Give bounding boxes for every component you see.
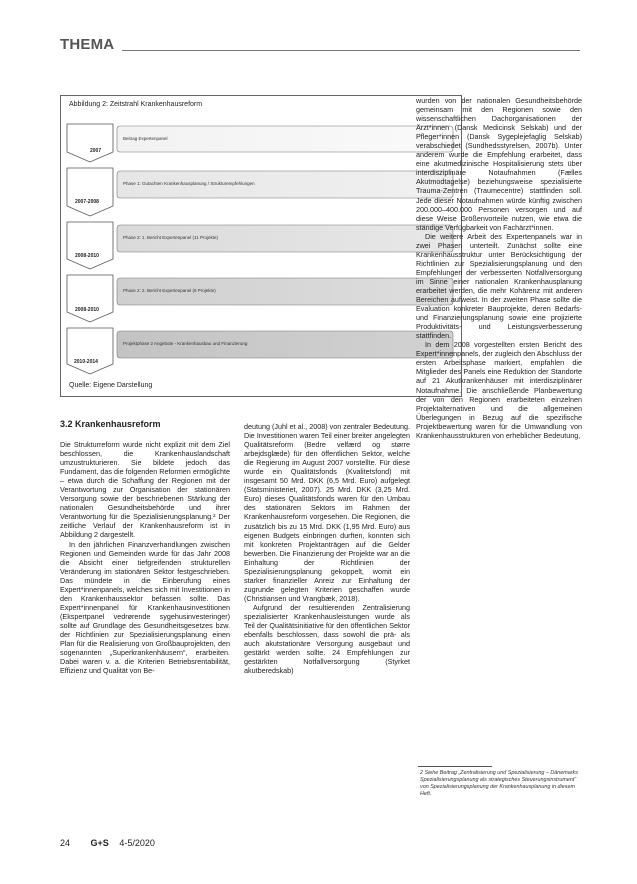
paragraph: Aufgrund der resultierenden Zentralisierung spezialisierter Krankenhausleistungen wurde als Teil der Qualitätsinitiative für den öffentlichen Sektor ebenfalls beschlossen, dass sowohl die prä- als auch akutstationäre Versorgung ausgebaut und gestärkt werden sollte. 24 Empfehlungen zur gestärkten Notfallversorgung (Styrket akutberedskab) [244,602,410,676]
text-column-2 [244,422,410,675]
footnote: 2 Siehe Beitrag „Zentralisierung und Spezialisierung – Dänemarks Spezialisierungsplanung als strategisches Steuerungsinstrument“ von Spezialisierungsplanung der Krankenhausplanung in diesem Heft. [420,770,578,797]
timeline-graphic [61,96,463,398]
paragraph: Die Strukturreform wurde nicht explizit mit dem Ziel beschlossen, die Krankenhauslandschaft umzustrukturieren. Sie bildete jedoch das Fundament, das die folgenden Reformen ermöglichte – etwa durch die Schaffung der Regionen mit der Verantwortung zur Organisation der stationären Versorgung sowie der beschriebenen Stärkung der nationalen Gesundheitsbehörde und ihrer Verantwortung für die Spezialisierungsplanung.² Der zeitliche Verlauf der Krankenhausreform ist in Abbildung 2 dargestellt. [60,440,230,540]
paragraph: wurden von der nationalen Gesundheitsbehörde gemeinsam mit den Regionen sowie den wissenschaftlichen Dachorganisationen der Ärzt*innen (Dansk Medicinsk Selskab) und der Pfleger*innen (Dansk Sygeplejefaglig Selskab) verabschiedet (Sundhedsstyrelsen, 2007b). Unter anderem wurde die Empfehlung erarbeitet, dass eine akutmedizinische Hospitalisierung stets über interdisziplinäre Notaufnahmen (Fælles Akutmodtagelse) beziehungsweise spezialisierte Trauma-Zentren (Traumecentre) stattfinden soll. Jede dieser Notaufnahmen würde künftig zwischen 200.000–400.000 Personen versorgen und auf diese Weise Größenvorteile nutzen, wie etwa die ständige Verfügbarkeit von Fachärzt*innen. [416,96,582,232]
text-column-1 [60,440,230,675]
timeline-year: 2007 [90,148,102,154]
section-heading: 3.2 Krankenhausreform [60,419,161,429]
timeline-phase-label: Projektphase 2 Angebote - Krankenhausbau und Finanzierung [123,341,248,346]
footnote-rule [418,766,492,767]
page-footer [60,838,155,848]
chevron-column [67,124,113,374]
timeline-phase-label: Phase 2: 2. Bericht Expertenpanel (6 Projekte) [123,288,216,293]
timeline-year: 2007-2008 [75,199,99,205]
figure-title: Abbildung 2: Zeitstrahl Krankenhausreform [69,101,203,108]
figure-source: Quelle: Eigene Darstellung [69,382,153,389]
paragraph: In dem 2008 vorgestellten ersten Bericht des Expert*innenpanels, der zugleich den Abschluss der ersten Arbeitsphase markiert, empfahlen die Mitglieder des Panels eine Reduktion der Standorte auf 21 Akutkrankenhäuser mit interdisziplinärer Notaufnahme. Die anschließende Planbewertung der von den Regionen erarbeiteten einzelnen Projektalternativen und die allgemeinen Überlegungen in Bezug auf die spezifische Projektbewertung waren für die Umwandlung von Krankenhausstrukturen von erheblicher Bedeutung, [416,340,582,440]
text-column-3 [416,96,582,440]
page-number: 24 [60,838,71,848]
section-header: THEMA [60,36,115,53]
paragraph: In den jährlichen Finanzverhandlungen zwischen Regionen und Gemeinden wurde für das Jahr 2008 die Absicht einer tiefgreifenden strukturellen Veränderung im stationären Sektor festgeschrieben. Das mündete in die Einberufung eines Expert*innenpanels, welches sich mit Investitionen in den Krankenhaussektor befassen sollte. Das Expert*innenpanel für Krankenhausinvestitionen (Ekspertpanel vedrørende sygehusinvesteringer) sollte auf Grundlage des Gesundheitsgesetzes bzw. der Richtlinien zur Spezialisierungsplanung einen Plan für die Realisierung von Großbauprojekten, den sogenannten „Superkrankenhäusern“, erarbeiten. Dabei waren v. a. die Kriterien Betriebsrentabilität, Effizienz und Qualität von Be- [60,539,230,676]
timeline-year: 2010-2014 [74,359,98,365]
paragraph: deutung (Juhl et al., 2008) von zentraler Bedeutung. Die Investitionen waren Teil einer breiter angelegten Qualitätsreform (Bedre velfærd og større arbejdsglæde) für den öffentlichen Sektor, welche die Regierung im August 2007 vorstellte. Für diese wurde ein Qualitätsfonds (Kvalitetsfond) mit insgesamt 50 Mrd. DKK (6,5 Mrd. Euro) aufgelegt (Statsministeriet, 2007). 25 Mrd. DKK (3,25 Mrd. Euro) dieses Qualitätsfonds waren für den Umbau des stationären Sektors im Rahmen der Krankenhausreform vorgesehen. Die Regionen, die zusätzlich bis zu 15 Mrd. DKK (1,95 Mrd. Euro) aus eigenen Budgets einbringen durften, konnten sich mit konkreten Projektanträgen auf die Gelder bewerben. Die Finanzierung der Projekte war an die Einhaltung der Richtlinien der Spezialisierungsplanung gekoppelt, womit ein starker finanzieller Anreiz zur Einhaltung der zugrunde gelegten Kriterien geschaffen wurde (Christiansen und Vrangbæk, 2018). [244,422,410,603]
paragraph: Die weitere Arbeit des Expertenpanels war in zwei Phasen unterteilt. Zunächst sollte eine Krankenhausstruktur unter Berücksichtigung der Richtlinien zur Spezialisierungsplanung und den Empfehlungen der verbesserten Notfallversorgung im Sinne einer nationalen Krankenhausplanung erarbeitet werden, die mehr Kohärenz mit anderen Bereichen aufweist. In der zweiten Phase sollte die Evaluation konkreter Bauprojekte, deren Bedarfs- und Finanzierungsplanung sowie eine projizierte Produktivitäts- und Leistungsverbesserung stattfinden. [416,231,582,341]
timeline-year: 2008-2010 [75,253,99,259]
header-rule [122,50,580,51]
phase-bars [117,126,453,358]
issue-number: 4-5/2020 [119,838,155,848]
timeline-phase-label: Phase 2: 1. Bericht Expertenpanel (11 Projekte) [123,235,218,240]
timeline-phase-label: Phase 1: Gutachten Krankenhausplanung / Strukturempfehlungen [123,181,255,186]
timeline-figure [60,95,462,397]
journal-brand: G+S [90,838,109,848]
timeline-phase-label: Beitrag Expertenpanel [123,136,168,141]
timeline-year: 2008-2010 [75,307,99,313]
